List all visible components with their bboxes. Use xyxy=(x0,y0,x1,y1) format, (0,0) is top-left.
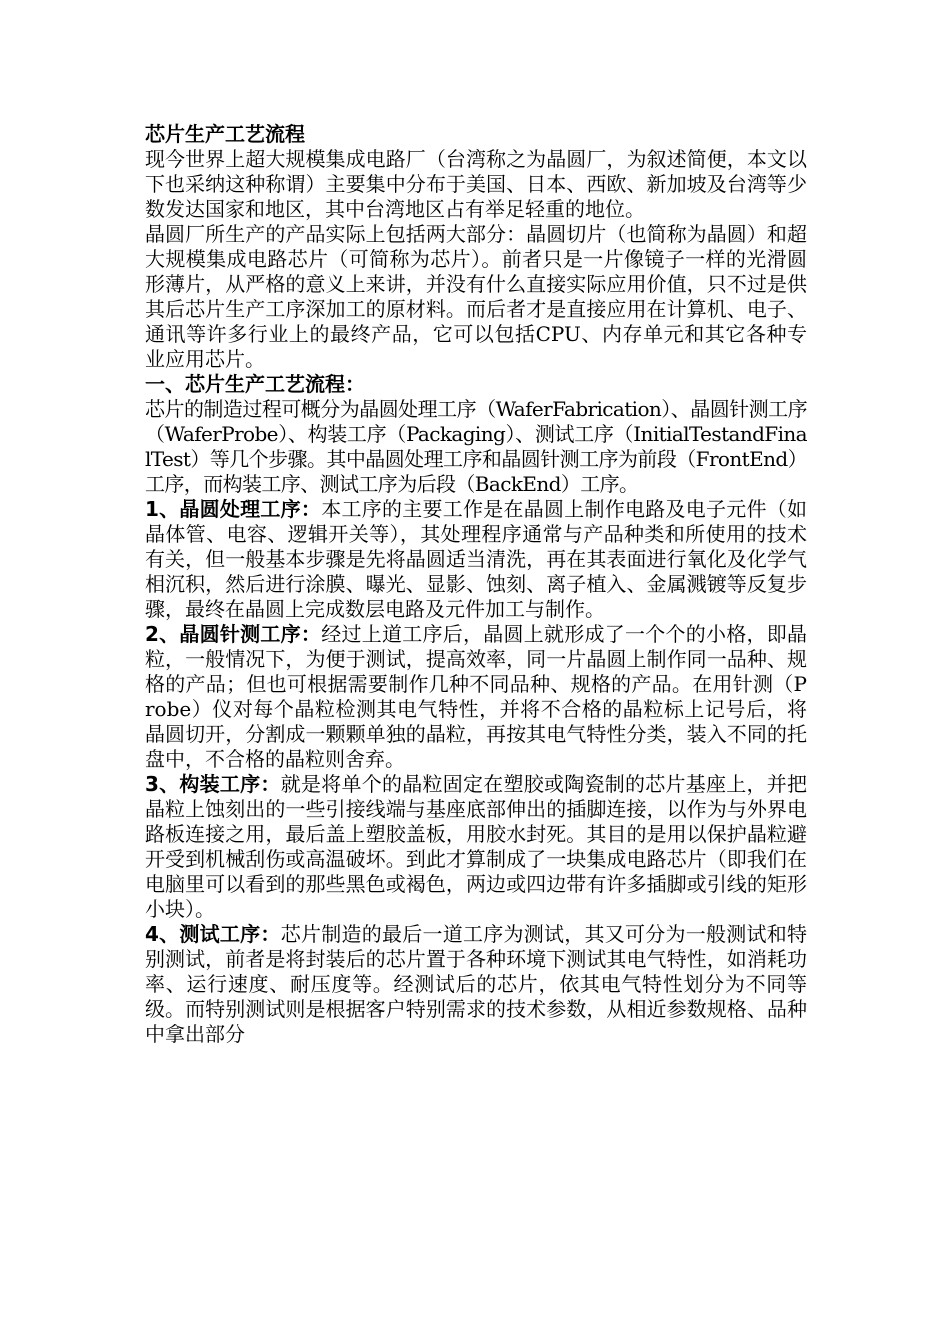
step-paragraph-2 xyxy=(145,622,807,772)
document-title: 芯片生产工艺流程 xyxy=(145,122,305,146)
step-text-4: 芯片制造的最后一道工序为测试，其又可分为一般测试和特别测试，前者是将封装后的芯片置于各种环境下测试其电气特性，如消耗功率、运行速度、耐压度等。经测试后的芯片，依其电气特性划分为不同等级。而特别测试则是根据客户特别需求的技术参数，从相近参数规格、品种中拿出部分 xyxy=(145,922,807,1046)
step-paragraph-4 xyxy=(145,922,807,1047)
step-paragraph-3 xyxy=(145,772,807,922)
step-label-1: 1、晶圆处理工序： xyxy=(145,497,322,521)
document-page xyxy=(145,122,807,1047)
step-label-4: 4、测试工序： xyxy=(145,922,281,946)
step-label-3: 3、构装工序： xyxy=(145,772,281,796)
section-heading: 一、芯片生产工艺流程： xyxy=(145,372,365,396)
step-text-1: 本工序的主要工作是在晶圆上制作电路及电子元件（如晶体管、电容、逻辑开关等），其处理程序通常与产品种类和所使用的技术有关，但一般基本步骤是先将晶圆适当清洗，再在其表面进行氧化及化学气相沉积，然后进行涂膜、曝光、显影、蚀刻、离子植入、金属溅镀等反复步骤，最终在晶圆上完成数层电路及元件加工与制作。 xyxy=(145,497,808,621)
intro-paragraph-2: 晶圆厂所生产的产品实际上包括两大部分：晶圆切片（也简称为晶圆）和超大规模集成电路芯片（可简称为芯片）。前者只是一片像镜子一样的光滑圆形薄片，从严格的意义上来讲，并没有什么直接实际应用价值，只不过是供其后芯片生产工序深加工的原材料。而后者才是直接应用在计算机、电子、通讯等许多行业上的最终产品，它可以包括CPU、内存单元和其它各种专业应用芯片。 xyxy=(145,222,807,371)
section-intro-paragraph: 芯片的制造过程可概分为晶圆处理工序（WaferFabrication）、晶圆针测工序（WaferProbe）、构装工序（Packaging）、测试工序（InitialTestandFinalTest）等几个步骤。其中晶圆处理工序和晶圆针测工序为前段（FrontEnd）工序，而构装工序、测试工序为后段（BackEnd）工序。 xyxy=(145,397,807,496)
intro-paragraph-1: 现今世界上超大规模集成电路厂（台湾称之为晶圆厂，为叙述简便，本文以下也采纳这种称谓）主要集中分布于美国、日本、西欧、新加坡及台湾等少数发达国家和地区，其中台湾地区占有举足轻重的地位。 xyxy=(145,147,807,221)
step-text-3: 就是将单个的晶粒固定在塑胶或陶瓷制的芯片基座上，并把晶粒上蚀刻出的一些引接线端与基座底部伸出的插脚连接，以作为与外界电路板连接之用，最后盖上塑胶盖板，用胶水封死。其目的是用以保护晶粒避开受到机械刮伤或高温破坏。到此才算制成了一块集成电路芯片（即我们在电脑里可以看到的那些黑色或褐色，两边或四边带有许多插脚或引线的矩形小块）。 xyxy=(145,772,807,921)
step-label-2: 2、晶圆针测工序： xyxy=(145,622,322,646)
step-text-2: 经过上道工序后，晶圆上就形成了一个个的小格，即晶粒，一般情况下，为便于测试，提高效率，同一片晶圆上制作同一品种、规格的产品；但也可根据需要制作几种不同品种、规格的产品。在用针测（Probe）仪对每个晶粒检测其电气特性，并将不合格的晶粒标上记号后，将晶圆切开，分割成一颗颗单独的晶粒，再按其电气特性分类，装入不同的托盘中，不合格的晶粒则舍弃。 xyxy=(145,622,808,771)
step-paragraph-1 xyxy=(145,497,807,622)
